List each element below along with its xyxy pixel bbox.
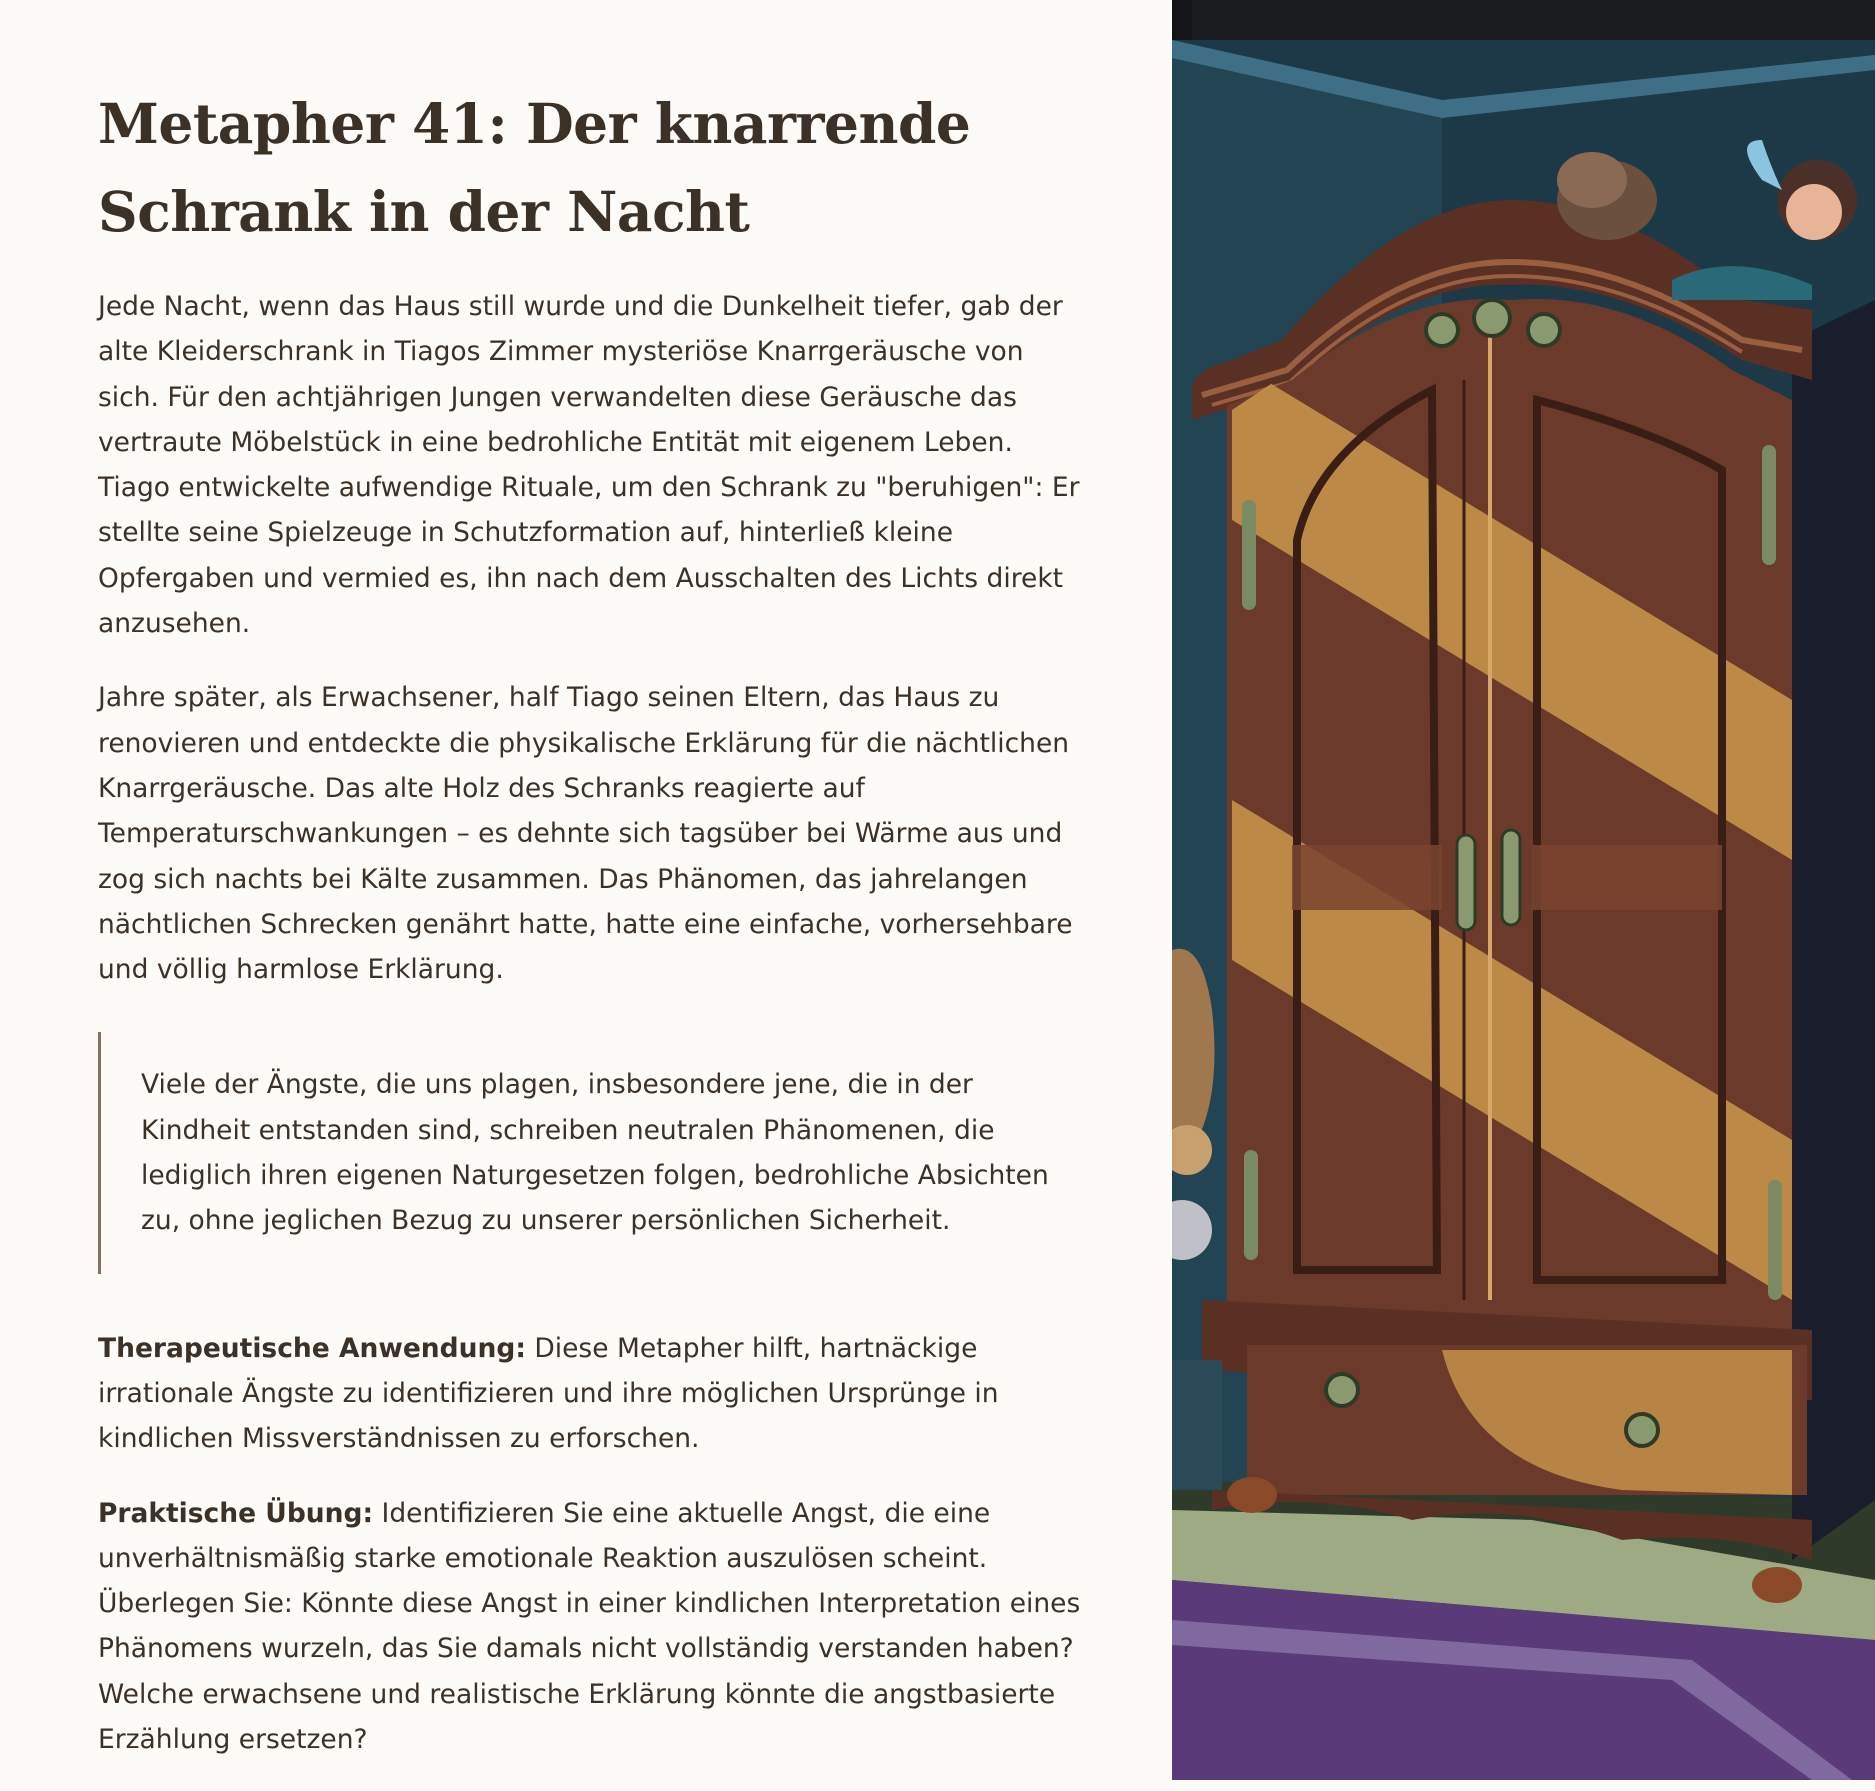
quote-text: Viele der Ängste, die uns plagen, insbesondere jene, die in der Kindheit entstanden sind, schreiben neutralen Phänomenen, die lediglich ihren eigenen Naturgesetzen folgen, bedrohliche Absichten zu, ohne jeglichen Bezug zu unserer persönlichen Sicherheit.: [141, 1069, 1049, 1237]
key-quote: [98, 1032, 1088, 1273]
therapy-text: Diese Metapher hilft, hartnäckige irrationale Ängste zu identifizieren und ihre möglichen Ursprünge in kindlichen Missverständnissen zu erforschen.: [98, 1332, 999, 1455]
exercise-label: Praktische Übung:: [98, 1497, 374, 1529]
exercise-text: Identifizieren Sie eine aktuelle Angst, die eine unverhältnismäßig starke emotionale Reaktion auszulösen scheint. Überlegen Sie: Könnte diese Angst in einer kindlichen Interpretation eines Phänomens wurzeln, das Sie damals nicht vollständig verstanden haben? Welche erwachsene und realistische Erklärung könnte die angstbasierte Erzählung ersetzen?: [98, 1497, 1081, 1756]
therapy-label: Therapeutische Anwendung:: [98, 1332, 526, 1364]
wardrobe-illustration: [1172, 0, 1875, 1780]
exercise-paragraph: [98, 1491, 1088, 1763]
page-title: Metapher 41: Der knarrende Schrank in der Nacht: [98, 91, 971, 244]
story-paragraph-1: Jede Nacht, wenn das Haus still wurde und die Dunkelheit tiefer, gab der alte Kleiderschrank in Tiagos Zimmer mysteriöse Knarrgeräusche von sich. Für den achtjährigen Jungen verwandelten diese Geräusche das vertraute Möbelstück in eine bedrohliche Entität mit eigenem Leben. Tiago entwickelte aufwendige Rituale, um den Schrank zu "beruhigen": Er stellte seine Spielzeuge in Schutzformation auf, hinterließ kleine Opfergaben und vermied es, ihn nach dem Ausschalten des Lichts direkt anzusehen.: [98, 291, 1080, 640]
article: [98, 80, 1088, 1791]
story-paragraph-2: Jahre später, als Erwachsener, half Tiago seinen Eltern, das Haus zu renovieren und entdeckte die physikalische Erklärung für die nächtlichen Knarrgeräusche. Das alte Holz des Schranks reagierte auf Temperaturschwankungen – es dehnte sich tagsüber bei Wärme aus und zog sich nachts bei Kälte zusammen. Das Phänomen, das jahrelangen nächtlichen Schrecken genährt hatte, hatte eine einfache, vorhersehbare und völlig harmlose Erklärung.: [98, 682, 1073, 986]
therapy-paragraph: [98, 1326, 1088, 1462]
